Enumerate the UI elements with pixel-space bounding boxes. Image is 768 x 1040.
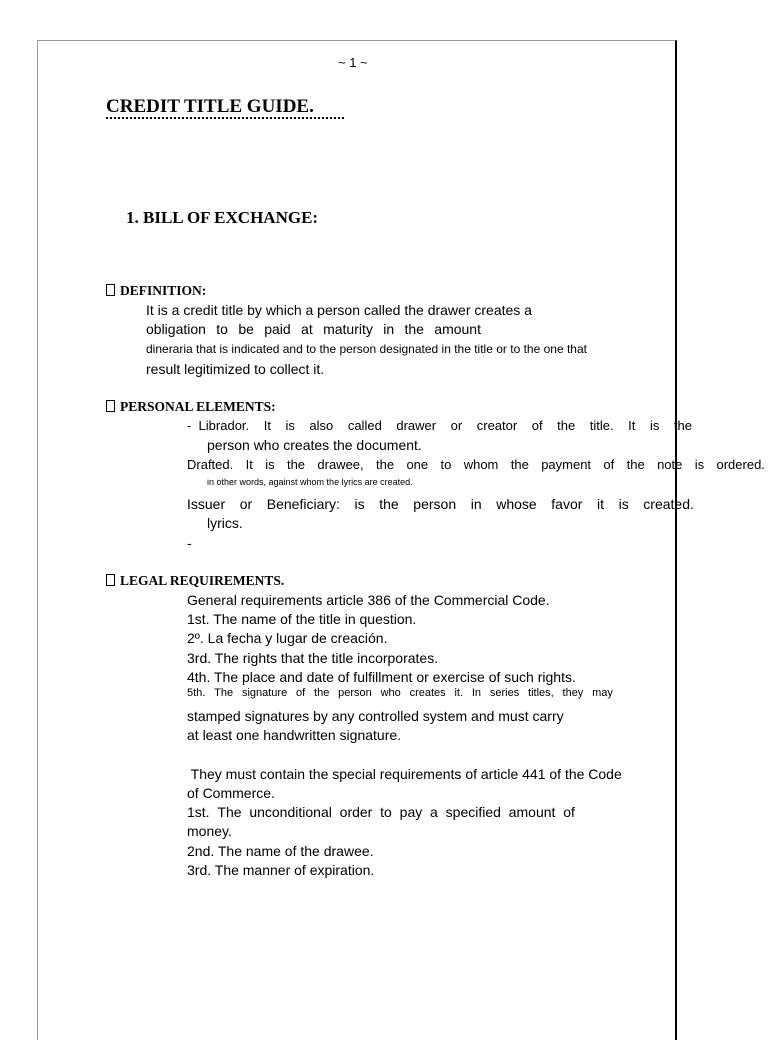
personal-word: It (628, 418, 636, 433)
legal-word: they (562, 687, 584, 699)
personal-word: called (347, 418, 382, 433)
personal-word: - Librador. (187, 418, 250, 433)
legal-word: the (314, 687, 330, 699)
personal-line-3 (187, 458, 765, 471)
legal-word: may (592, 687, 613, 699)
personal-line-6: lyrics. (207, 515, 243, 531)
personal-line-7: - (187, 535, 192, 551)
legal-line-6-text (187, 688, 613, 699)
personal-word: whom (463, 457, 499, 472)
definition-word: amount (434, 321, 481, 337)
personal-word: created. (643, 496, 694, 512)
personal-word: the (286, 457, 306, 472)
personal-word: Beneficiary: (266, 496, 340, 512)
legal-line-9: They must contain the special requirements of article 441 of the Code (187, 766, 622, 782)
personal-line-3-text (187, 458, 765, 471)
definition-label-text: DEFINITION: (120, 283, 207, 298)
legal-line-1: General requirements article 386 of the Commercial Code. (187, 592, 550, 608)
definition-line-2-text (146, 322, 481, 336)
personal-word: is (649, 418, 660, 433)
legal-word: person (338, 687, 372, 699)
definition-word: paid (264, 321, 291, 337)
legal-word: 5th. (187, 687, 206, 699)
legal-word: In (471, 687, 482, 699)
personal-word: drawee, (317, 457, 364, 472)
legal-word: it. (454, 687, 464, 699)
personal-word: one (406, 457, 429, 472)
personal-line-1 (187, 419, 692, 432)
legal-line-13: 2nd. The name of the drawee. (187, 843, 374, 859)
personal-word: to (440, 457, 452, 472)
section-heading: 1. BILL OF EXCHANGE: (126, 208, 319, 227)
personal-line-5 (187, 497, 694, 511)
bullet-icon (106, 284, 115, 296)
definition-line-4: result legitimized to collect it. (146, 361, 325, 377)
bullet-icon (106, 574, 115, 586)
legal-word: who (380, 687, 401, 699)
document-title: CREDIT TITLE GUIDE. (106, 97, 344, 119)
legal-word: series (489, 687, 520, 699)
legal-word: order (339, 804, 373, 820)
personal-word: Issuer (187, 496, 226, 512)
legal-line-4: 3rd. The rights that the title incorporates. (187, 650, 439, 666)
personal-word: in (470, 496, 482, 512)
legal-word: signature (241, 687, 288, 699)
definition-line-1: It is a credit title by which a person called the drawer creates a (146, 302, 532, 318)
definition-word: in (383, 321, 395, 337)
legal-word: pay (399, 804, 423, 820)
legal-word: to (380, 804, 392, 820)
legal-word: 1st. (187, 804, 210, 820)
personal-line-4: in other words, against whom the lyrics are created. (207, 477, 413, 487)
legal-line-12: money. (187, 823, 232, 839)
legal-line-10: of Commerce. (187, 785, 275, 801)
personal-word: ordered. (716, 457, 765, 472)
personal-word: the (626, 457, 645, 472)
personal-word: note (657, 457, 683, 472)
legal-line-11-text (187, 805, 575, 819)
legal-line-11 (187, 805, 575, 819)
definition-word: at (301, 321, 313, 337)
definition-word: maturity (323, 321, 373, 337)
personal-word: it (596, 496, 604, 512)
personal-word: the (510, 457, 529, 472)
legal-word: unconditional (249, 804, 332, 820)
legal-line-5: 4th. The place and date of fulfillment or exercise of such rights. (187, 669, 576, 685)
legal-word: of (296, 687, 306, 699)
definition-line-3: dineraria that is indicated and to the person designated in the title or to the one that (146, 342, 587, 356)
personal-word: person (413, 496, 457, 512)
personal-word: also (309, 418, 334, 433)
page-number: ~ 1 ~ (338, 55, 368, 70)
definition-label (106, 284, 206, 298)
personal-word: or (239, 496, 253, 512)
legal-word: of (563, 804, 575, 820)
legal-line-6 (187, 688, 613, 699)
personal-word: is (618, 496, 629, 512)
personal-word: title. (589, 418, 614, 433)
personal-word: the (557, 418, 576, 433)
personal-word: of (603, 457, 615, 472)
personal-word: is (265, 457, 275, 472)
personal-word: Drafted. (187, 457, 234, 472)
legal-line-2: 1st. The name of the title in question. (187, 611, 417, 627)
legal-word: The (217, 804, 242, 820)
legal-line-3: 2º. La fecha y lugar de creación. (187, 630, 388, 646)
personal-word: payment (541, 457, 592, 472)
legal-word: creates (409, 687, 446, 699)
personal-word: or (450, 418, 463, 433)
personal-line-2: person who creates the document. (207, 437, 422, 453)
personal-word: the (376, 457, 395, 472)
legal-line-7: stamped signatures by any controlled system and must carry (187, 708, 564, 724)
definition-word: be (238, 321, 254, 337)
legal-line-14: 3rd. The manner of expiration. (187, 862, 375, 878)
legal-line-8: at least one handwritten signature. (187, 727, 402, 743)
personal-word: whose (496, 496, 537, 512)
personal-word: is (694, 457, 705, 472)
personal-word: drawer (396, 418, 437, 433)
definition-word: obligation (146, 321, 206, 337)
definition-word: the (404, 321, 424, 337)
personal-line-5-text (187, 497, 694, 511)
personal-label-text: PERSONAL ELEMENTS: (120, 399, 276, 414)
personal-word: creator (476, 418, 518, 433)
personal-label (106, 400, 276, 414)
legal-label-text: LEGAL REQUIREMENTS. (120, 573, 285, 588)
legal-word: specified (445, 804, 501, 820)
legal-label (106, 574, 284, 588)
personal-word: It (245, 457, 253, 472)
personal-word: the (379, 496, 399, 512)
personal-word: is (285, 418, 295, 433)
definition-line-2 (146, 322, 481, 336)
document-page (37, 40, 765, 1040)
personal-word: It (263, 418, 271, 433)
personal-word: is (354, 496, 365, 512)
legal-word: titles, (528, 687, 554, 699)
legal-word: amount (508, 804, 556, 820)
legal-word: a (430, 804, 438, 820)
legal-word: The (214, 687, 234, 699)
personal-word: the (673, 418, 692, 433)
personal-word: of (531, 418, 543, 433)
personal-line-1-text (187, 419, 692, 432)
personal-word: favor (551, 496, 583, 512)
bullet-icon (106, 400, 115, 412)
definition-word: to (216, 321, 228, 337)
